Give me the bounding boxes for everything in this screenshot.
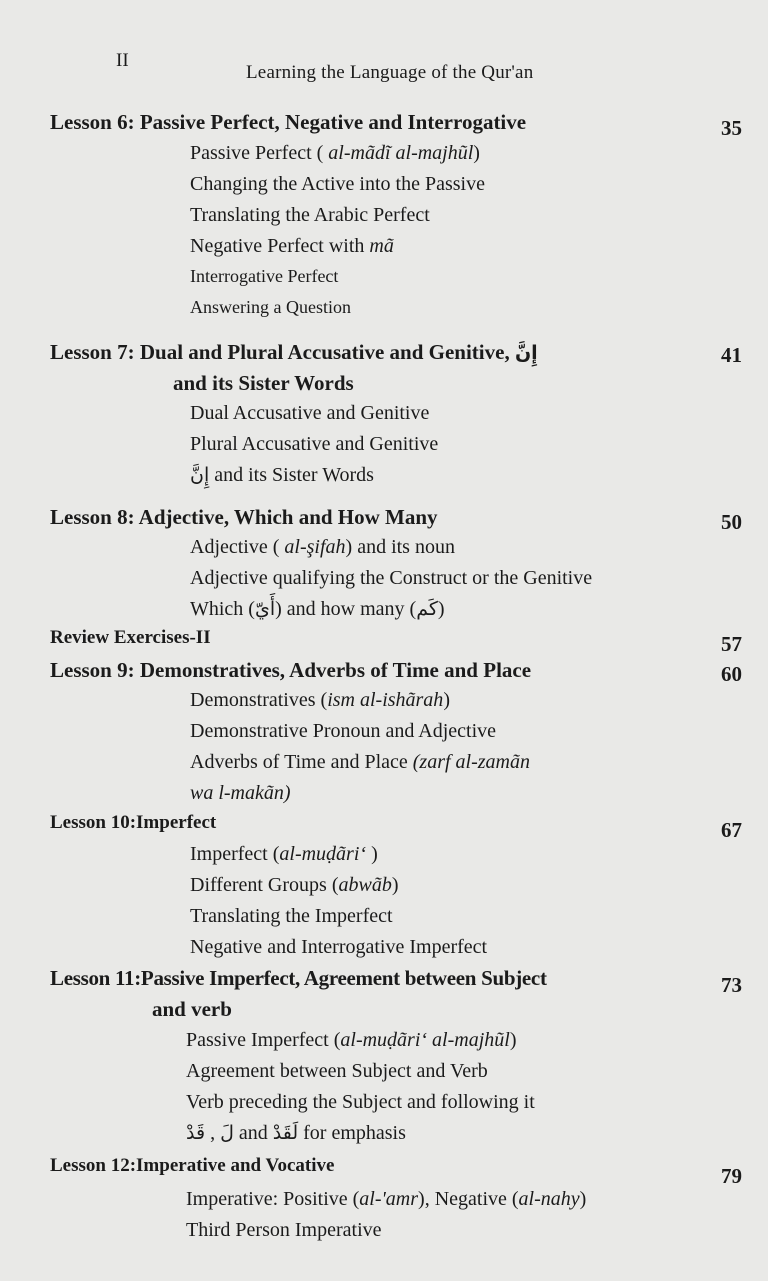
subtopic: Imperative: Positive (al-'amr), Negative (al-nahy)	[186, 1188, 587, 1210]
subtopic: Adverbs of Time and Place (zarf al-zamãn	[190, 751, 530, 773]
lesson-heading: Lesson 8: Adjective, Which and How Many	[50, 505, 438, 529]
subtopic: Changing the Active into the Passive	[190, 173, 485, 195]
subtopic: Demonstrative Pronoun and Adjective	[190, 720, 497, 742]
subtopic: Adjective ( al-şifah) and its noun	[190, 536, 455, 558]
page-ref: 73	[721, 973, 742, 997]
subtopic-cont: wa l-makãn)	[190, 782, 291, 804]
subtopic: Interrogative Perfect	[190, 266, 339, 286]
page-ref: 50	[721, 510, 742, 534]
subtopic: Translating the Imperfect	[190, 905, 393, 927]
running-head: Learning the Language of the Qur'an	[246, 62, 534, 83]
subtopic: Answering a Question	[190, 297, 351, 317]
subtopic: Which (أَيّ) and how many (كَم)	[190, 598, 445, 620]
lesson-heading: Lesson 7: Dual and Plural Accusative and Genitive, إِنَّ	[50, 340, 538, 364]
page-ref: 57	[721, 632, 742, 656]
lesson-heading: Lesson 9: Demonstratives, Adverbs of Time and Place	[50, 658, 532, 682]
subtopic: Negative Perfect with mã	[190, 235, 394, 257]
page-ref: 67	[721, 818, 742, 842]
subtopic: Dual Accusative and Genitive	[190, 402, 430, 424]
review-heading: Review Exercises-II	[50, 627, 211, 648]
subtopic: Verb preceding the Subject and following it	[186, 1091, 535, 1113]
subtopic: إِنَّ and its Sister Words	[190, 464, 374, 486]
subtopic: Imperfect (al-muḍãri‘ )	[190, 843, 378, 865]
subtopic: Passive Imperfect (al-muḍãri‘ al-majhũl)	[186, 1029, 517, 1051]
subtopic: Demonstratives (ism al-ishãrah)	[190, 689, 450, 711]
lesson-heading: Lesson 6: Passive Perfect, Negative and Interrogative	[50, 110, 527, 134]
subtopic: Plural Accusative and Genitive	[190, 433, 439, 455]
subtopic: Translating the Arabic Perfect	[190, 204, 430, 226]
subtopic: Passive Perfect ( al-mãdĩ al-majhũl)	[190, 142, 480, 164]
lesson-heading-cont: and verb	[152, 997, 232, 1021]
subtopic: Adjective qualifying the Construct or the Genitive	[190, 567, 593, 589]
lesson-heading: Lesson 10:Imperfect	[50, 812, 217, 833]
lesson-heading-cont: and its Sister Words	[173, 371, 354, 395]
page-ref: 60	[721, 662, 742, 686]
lesson-heading: Lesson 11:Passive Imperfect, Agreement between Subject	[50, 966, 547, 990]
subtopic: Different Groups (abwãb)	[190, 874, 399, 896]
lesson-heading: Lesson 12:Imperative and Vocative	[50, 1155, 335, 1176]
subtopic: لَ , قَدْ and لَقَدْ for emphasis	[186, 1122, 406, 1144]
page-ref: 79	[721, 1164, 742, 1188]
page-ref: 41	[721, 343, 742, 367]
arabic-inna: إِنَّ	[514, 342, 538, 364]
subtopic: Agreement between Subject and Verb	[186, 1060, 488, 1082]
subtopic: Negative and Interrogative Imperfect	[190, 936, 488, 958]
page-number-roman: II	[116, 50, 129, 71]
page-ref: 35	[721, 116, 742, 140]
subtopic: Third Person Imperative	[186, 1219, 382, 1241]
